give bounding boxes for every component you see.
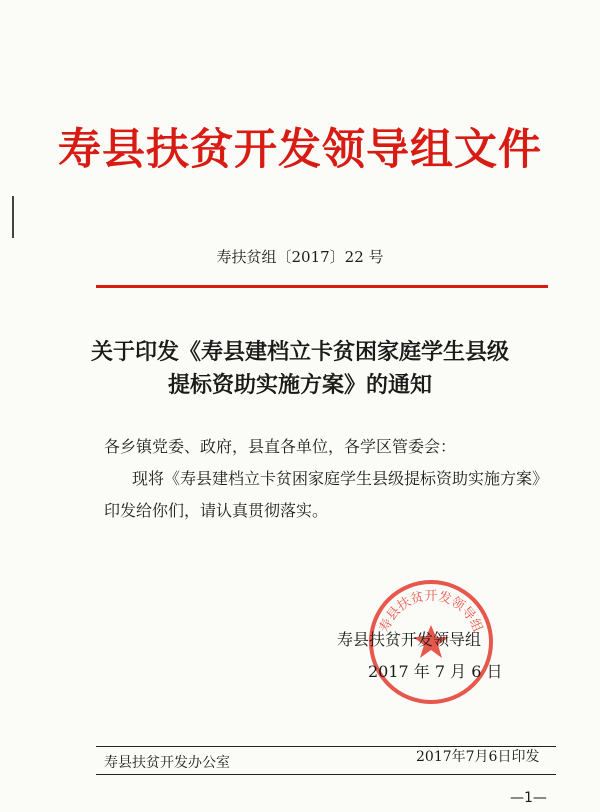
notice-title: [0, 336, 600, 402]
footer-bottom-line: [96, 774, 556, 775]
notice-title-line-2: 提标资助实施方案》的通知: [167, 372, 432, 398]
notice-title-line-1: 关于印发《寿县建档立卡贫困家庭学生县级: [90, 339, 509, 365]
footer-print-date: 2017年7月6日印发: [416, 749, 540, 765]
page-number: —1—: [510, 790, 547, 806]
seal-text: 寿县扶贫开发领导组: [377, 589, 485, 635]
body-line-2: 印发给你们，请认真贯彻落实。: [104, 501, 329, 520]
issue-date: 2017 年 7 月 6 日: [368, 662, 503, 681]
body-line-1: 现将《寿县建档立卡贫困家庭学生县级提标资助实施方案》: [132, 469, 549, 488]
red-header-title: 寿县扶贫开发领导组文件: [58, 125, 542, 175]
red-separator-line: [96, 285, 548, 288]
document-number: 寿扶贫组〔2017〕22 号: [216, 248, 384, 266]
recipients-line: 各乡镇党委、政府，县直各单位，各学区管委会：: [104, 437, 457, 456]
issuer-name: 寿县扶贫开发领导组: [337, 630, 482, 649]
scan-edge-mark: [12, 196, 14, 238]
notice-body: [104, 431, 574, 527]
footer-office: 寿县扶贫开发办公室: [104, 755, 230, 771]
